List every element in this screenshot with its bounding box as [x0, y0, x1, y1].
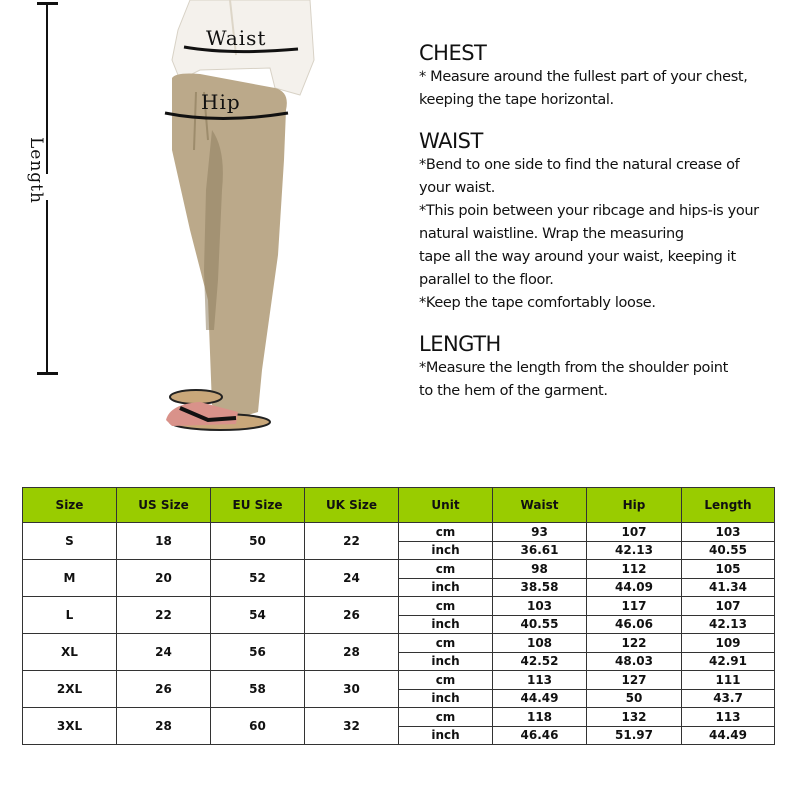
- header-hip: Hip: [587, 488, 682, 523]
- hip-cell: 46.06: [587, 615, 682, 634]
- header-length: Length: [682, 488, 775, 523]
- us-size-cell: 22: [117, 597, 211, 634]
- waist-line: tape all the way around your waist, keeping it: [419, 249, 736, 265]
- chest-line: keeping the tape horizontal.: [419, 92, 614, 108]
- length-cell: 44.49: [682, 726, 775, 745]
- uk-size-cell: 32: [305, 708, 399, 745]
- unit-cell: inch: [399, 652, 493, 671]
- unit-cell: cm: [399, 708, 493, 727]
- table-row: [23, 597, 775, 616]
- pants-shape: [172, 74, 287, 419]
- waist-cell: 118: [493, 708, 587, 727]
- hip-cell: 48.03: [587, 652, 682, 671]
- waist-cell: 98: [493, 560, 587, 579]
- waist-cell: 113: [493, 671, 587, 690]
- uk-size-cell: 26: [305, 597, 399, 634]
- uk-size-cell: 30: [305, 671, 399, 708]
- us-size-cell: 26: [117, 671, 211, 708]
- size-cell: L: [23, 597, 117, 634]
- chest-line: * Measure around the fullest part of your chest,: [419, 69, 748, 85]
- unit-cell: cm: [399, 671, 493, 690]
- waist-line: parallel to the floor.: [419, 272, 554, 288]
- chest-section: [419, 40, 789, 112]
- size-cell: 2XL: [23, 671, 117, 708]
- waist-cell: 44.49: [493, 689, 587, 708]
- waist-line: your waist.: [419, 180, 495, 196]
- header-eu-size: EU Size: [211, 488, 305, 523]
- length-bar-bottom-cap: [37, 372, 58, 375]
- unit-cell: cm: [399, 560, 493, 579]
- length-cell: 111: [682, 671, 775, 690]
- eu-size-cell: 60: [211, 708, 305, 745]
- unit-cell: inch: [399, 689, 493, 708]
- eu-size-cell: 52: [211, 560, 305, 597]
- eu-size-cell: 54: [211, 597, 305, 634]
- header-unit: Unit: [399, 488, 493, 523]
- length-bar-lower: [46, 200, 48, 374]
- waist-line: *Keep the tape comfortably loose.: [419, 295, 656, 311]
- hip-cell: 44.09: [587, 578, 682, 597]
- length-label: Length: [26, 137, 46, 204]
- header-us-size: US Size: [117, 488, 211, 523]
- hip-cell: 132: [587, 708, 682, 727]
- chest-title: CHEST: [419, 41, 487, 65]
- table-row: [23, 708, 775, 727]
- waist-cell: 38.58: [493, 578, 587, 597]
- unit-cell: inch: [399, 541, 493, 560]
- waist-line: *This poin between your ribcage and hips-is your: [419, 203, 759, 219]
- table-row: [23, 523, 775, 542]
- eu-size-cell: 58: [211, 671, 305, 708]
- table-header-row: [23, 488, 775, 523]
- header-waist: Waist: [493, 488, 587, 523]
- length-cell: 40.55: [682, 541, 775, 560]
- hip-cell: 51.97: [587, 726, 682, 745]
- table-row: [23, 634, 775, 653]
- length-line: *Measure the length from the shoulder point: [419, 360, 728, 376]
- unit-cell: inch: [399, 578, 493, 597]
- size-cell: XL: [23, 634, 117, 671]
- waist-cell: 40.55: [493, 615, 587, 634]
- header-size: Size: [23, 488, 117, 523]
- measurement-illustration: [0, 0, 330, 440]
- length-cell: 105: [682, 560, 775, 579]
- length-cell: 43.7: [682, 689, 775, 708]
- hip-cell: 122: [587, 634, 682, 653]
- length-bar: [46, 3, 48, 174]
- unit-cell: cm: [399, 523, 493, 542]
- left-sandal: [170, 390, 222, 404]
- length-cell: 41.34: [682, 578, 775, 597]
- waist-section: [419, 128, 789, 315]
- hip-cell: 112: [587, 560, 682, 579]
- unit-cell: cm: [399, 597, 493, 616]
- waist-cell: 42.52: [493, 652, 587, 671]
- header-uk-size: UK Size: [305, 488, 399, 523]
- length-section: [419, 331, 789, 403]
- length-cell: 109: [682, 634, 775, 653]
- table-body: [23, 523, 775, 745]
- length-line: to the hem of the garment.: [419, 383, 608, 399]
- length-title: LENGTH: [419, 332, 501, 356]
- length-cell: 42.91: [682, 652, 775, 671]
- table-row: [23, 560, 775, 579]
- uk-size-cell: 24: [305, 560, 399, 597]
- measuring-instructions: [419, 40, 789, 419]
- uk-size-cell: 28: [305, 634, 399, 671]
- table-row: [23, 671, 775, 690]
- length-cell: 107: [682, 597, 775, 616]
- waist-cell: 46.46: [493, 726, 587, 745]
- waist-title: WAIST: [419, 129, 483, 153]
- unit-cell: inch: [399, 615, 493, 634]
- hip-cell: 42.13: [587, 541, 682, 560]
- uk-size-cell: 22: [305, 523, 399, 560]
- hip-cell: 107: [587, 523, 682, 542]
- waist-cell: 36.61: [493, 541, 587, 560]
- size-cell: 3XL: [23, 708, 117, 745]
- hip-cell: 50: [587, 689, 682, 708]
- us-size-cell: 18: [117, 523, 211, 560]
- hip-label: Hip: [201, 90, 241, 114]
- eu-size-cell: 50: [211, 523, 305, 560]
- hip-cell: 127: [587, 671, 682, 690]
- us-size-cell: 24: [117, 634, 211, 671]
- us-size-cell: 20: [117, 560, 211, 597]
- length-cell: 42.13: [682, 615, 775, 634]
- size-cell: S: [23, 523, 117, 560]
- waist-label: Waist: [206, 26, 267, 50]
- eu-size-cell: 56: [211, 634, 305, 671]
- waist-line: *Bend to one side to find the natural crease of: [419, 157, 740, 173]
- length-cell: 103: [682, 523, 775, 542]
- size-chart-table: [22, 487, 775, 745]
- us-size-cell: 28: [117, 708, 211, 745]
- waist-cell: 108: [493, 634, 587, 653]
- waist-cell: 103: [493, 597, 587, 616]
- unit-cell: inch: [399, 726, 493, 745]
- unit-cell: cm: [399, 634, 493, 653]
- size-cell: M: [23, 560, 117, 597]
- length-cell: 113: [682, 708, 775, 727]
- waist-cell: 93: [493, 523, 587, 542]
- waist-line: natural waistline. Wrap the measuring: [419, 226, 684, 242]
- hip-cell: 117: [587, 597, 682, 616]
